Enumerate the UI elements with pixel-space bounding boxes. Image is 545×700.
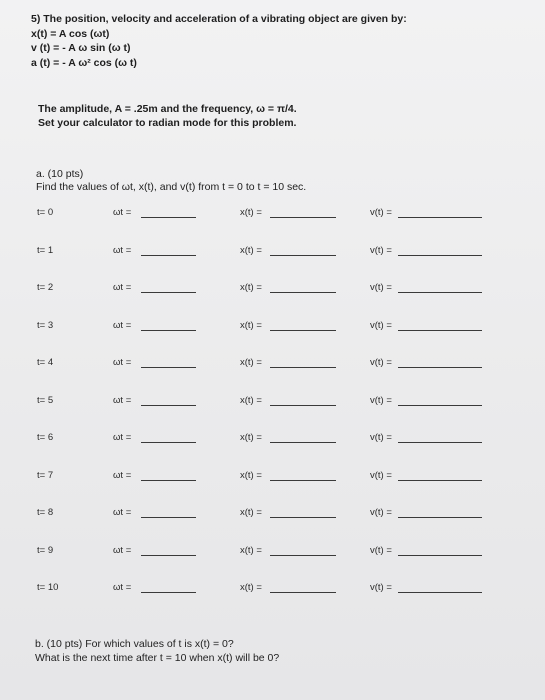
omega-t-label: ωt =: [113, 469, 132, 481]
table-row: [0, 470, 545, 484]
omega-t-label: ωt =: [113, 394, 132, 406]
table-row: [0, 357, 545, 371]
table-row: [0, 507, 545, 521]
time-label: t= 5: [37, 394, 54, 406]
omega-t-label: ωt =: [113, 319, 132, 331]
x-answer-blank[interactable]: [270, 592, 336, 593]
v-label: v(t) =: [370, 507, 392, 518]
time-label: t= 10: [37, 582, 59, 593]
omega-t-answer-blank[interactable]: [141, 442, 196, 443]
x-label: x(t) =: [240, 582, 262, 593]
table-row: [0, 207, 545, 221]
v-answer-blank[interactable]: [398, 405, 482, 406]
x-label: x(t) =: [240, 244, 262, 256]
part-b-line-2: What is the next time after t = 10 when x(t) will be 0?: [35, 652, 280, 664]
x-label: x(t) =: [240, 357, 262, 368]
omega-t-label: ωt =: [113, 244, 132, 256]
table-row: [0, 245, 545, 259]
acceleration-equation: a (t) = - A ω² cos (ω t): [31, 56, 137, 69]
omega-t-answer-blank[interactable]: [141, 405, 196, 406]
v-answer-blank[interactable]: [398, 330, 482, 331]
time-label: t= 3: [37, 319, 54, 331]
position-equation: x(t) = A cos (ωt): [31, 27, 110, 40]
x-answer-blank[interactable]: [270, 405, 336, 406]
x-answer-blank[interactable]: [270, 330, 336, 331]
x-answer-blank[interactable]: [270, 292, 336, 293]
v-label: v(t) =: [370, 469, 392, 481]
x-label: x(t) =: [240, 207, 262, 218]
time-label: t= 7: [37, 469, 54, 481]
table-row: [0, 545, 545, 559]
x-answer-blank[interactable]: [270, 442, 336, 443]
omega-t-label: ωt =: [113, 432, 132, 443]
x-label: x(t) =: [240, 544, 262, 556]
v-answer-blank[interactable]: [398, 292, 482, 293]
x-answer-blank[interactable]: [270, 480, 336, 481]
x-label: x(t) =: [240, 282, 262, 293]
v-answer-blank[interactable]: [398, 255, 482, 256]
time-label: t= 8: [37, 507, 54, 518]
omega-t-answer-blank[interactable]: [141, 592, 196, 593]
table-row: [0, 395, 545, 409]
time-label: t= 9: [37, 544, 54, 556]
table-row: [0, 282, 545, 296]
omega-t-answer-blank[interactable]: [141, 255, 196, 256]
v-answer-blank[interactable]: [398, 217, 482, 218]
omega-t-answer-blank[interactable]: [141, 517, 196, 518]
time-label: t= 6: [37, 432, 54, 443]
velocity-equation: v (t) = - A ω sin (ω t): [31, 42, 131, 54]
omega-t-answer-blank[interactable]: [141, 480, 196, 481]
x-answer-blank[interactable]: [270, 255, 336, 256]
time-label: t= 4: [37, 357, 54, 368]
omega-t-answer-blank[interactable]: [141, 367, 196, 368]
v-label: v(t) =: [370, 357, 392, 368]
v-label: v(t) =: [370, 544, 392, 556]
v-label: v(t) =: [370, 319, 392, 331]
amplitude-frequency-text: The amplitude, A = .25m and the frequency, ω = π/4.: [38, 103, 297, 115]
omega-t-answer-blank[interactable]: [141, 330, 196, 331]
v-label: v(t) =: [370, 282, 392, 293]
v-answer-blank[interactable]: [398, 480, 482, 481]
v-answer-blank[interactable]: [398, 555, 482, 556]
x-answer-blank[interactable]: [270, 217, 336, 218]
radian-mode-note: Set your calculator to radian mode for this problem.: [38, 117, 297, 129]
table-row: [0, 582, 545, 596]
v-label: v(t) =: [370, 207, 392, 218]
omega-t-label: ωt =: [113, 207, 132, 218]
omega-t-answer-blank[interactable]: [141, 555, 196, 556]
part-b-question: [35, 637, 279, 665]
x-answer-blank[interactable]: [270, 367, 336, 368]
table-row: [0, 320, 545, 334]
x-label: x(t) =: [240, 507, 262, 518]
omega-t-label: ωt =: [113, 507, 132, 518]
time-label: t= 0: [37, 207, 54, 218]
omega-t-answer-blank[interactable]: [141, 217, 196, 218]
v-answer-blank[interactable]: [398, 592, 482, 593]
x-label: x(t) =: [240, 469, 262, 481]
omega-t-label: ωt =: [113, 282, 132, 293]
omega-t-answer-blank[interactable]: [141, 292, 196, 293]
part-a-instruction: Find the values of ωt, x(t), and v(t) from t = 0 to t = 10 sec.: [36, 181, 307, 193]
x-label: x(t) =: [240, 319, 262, 331]
v-answer-blank[interactable]: [398, 367, 482, 368]
omega-t-label: ωt =: [113, 582, 132, 593]
v-label: v(t) =: [370, 394, 392, 406]
problem-title: 5) The position, velocity and acceleration of a vibrating object are given by:: [31, 13, 407, 25]
time-label: t= 2: [37, 282, 54, 293]
part-b-line-1: b. (10 pts) For which values of t is x(t) = 0?: [35, 638, 234, 650]
v-answer-blank[interactable]: [398, 442, 482, 443]
v-label: v(t) =: [370, 432, 392, 443]
part-a-label: a. (10 pts): [36, 168, 84, 180]
table-row: [0, 432, 545, 446]
omega-t-label: ωt =: [113, 544, 132, 556]
x-answer-blank[interactable]: [270, 555, 336, 556]
x-answer-blank[interactable]: [270, 517, 336, 518]
x-label: x(t) =: [240, 394, 262, 406]
time-label: t= 1: [37, 244, 54, 256]
x-label: x(t) =: [240, 432, 262, 443]
v-label: v(t) =: [370, 582, 392, 593]
omega-t-label: ωt =: [113, 357, 132, 368]
v-answer-blank[interactable]: [398, 517, 482, 518]
v-label: v(t) =: [370, 244, 392, 256]
